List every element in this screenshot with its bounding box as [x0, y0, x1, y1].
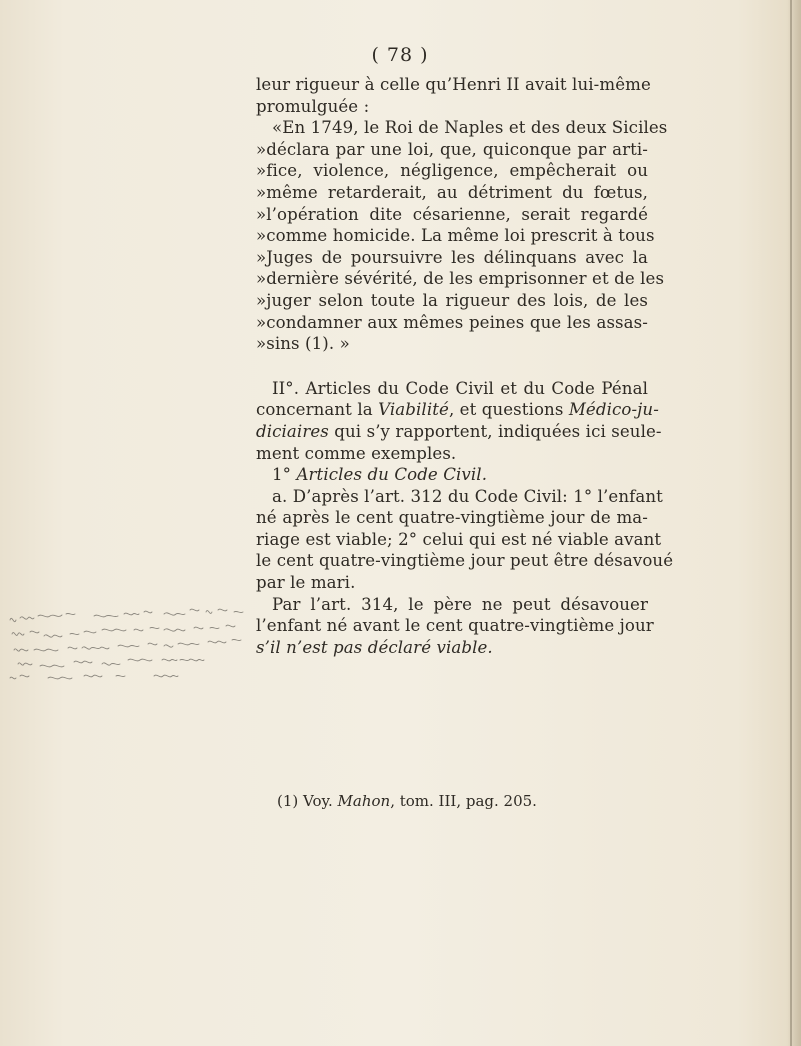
text-line: a. D’après l’art. 312 du Code Civil: 1° l’enfant [272, 486, 663, 506]
text-line: »dernière sévérité, de les emprisonner et de les [256, 269, 665, 289]
section-heading-line: ment comme exemples. [256, 443, 457, 463]
text-line: »même retarderait, au détriment du fœtus, [256, 182, 648, 202]
subheading: 1° Articles du Code Civil. [272, 465, 488, 485]
section-heading-line: concernant la Viabilité, et questions Médico-ju- [256, 400, 659, 420]
text-line: l’enfant né avant le cent quatre-vingtième jour [256, 616, 654, 636]
text-line: s’il n’est pas déclaré viable. [256, 637, 493, 657]
text-line: »condamner aux mêmes peines que les assas- [256, 312, 648, 332]
footnote: (1) Voy. Mahon, tom. III, pag. 205. [277, 792, 537, 810]
text-column [256, 74, 674, 658]
text-line: Par l’art. 314, le père ne peut désavouer [272, 594, 648, 614]
page-number: ( 78 ) [371, 44, 429, 66]
text-line: »fice, violence, négligence, empêcherait ou [256, 161, 648, 181]
text-line: leur rigueur à celle qu’Henri II avait lui-même [256, 75, 651, 94]
text-line: le cent quatre-vingtième jour peut être désavoué [256, 551, 674, 571]
text-line: »l’opération dite césarienne, serait regardé [256, 204, 648, 224]
handwritten-margin-note [4, 598, 252, 682]
text-line: «En 1749, le Roi de Naples et des deux Siciles [272, 118, 668, 138]
text-line: par le mari. [256, 573, 356, 593]
section-heading: II°. Articles du Code Civil et du Code Pénal [272, 378, 648, 398]
text-line: riage est viable; 2° celui qui est né viable avant [256, 529, 662, 549]
text-line: »juger selon toute la rigueur des lois, de les [256, 290, 648, 310]
text-line: né après le cent quatre-vingtième jour de ma- [256, 508, 648, 528]
text-line: »Juges de poursuivre les délinquans avec la [256, 247, 648, 267]
page-edge-line [790, 0, 792, 1046]
section-heading-line: diciaires qui s’y rapportent, indiquées ici seule- [256, 421, 662, 441]
text-line: »déclara par une loi, que, quiconque par arti- [256, 139, 648, 159]
text-line: »comme homicide. La même loi prescrit à tous [256, 226, 655, 246]
text-line: »sins (1). » [256, 334, 350, 354]
text-line: promulguée : [256, 96, 370, 116]
